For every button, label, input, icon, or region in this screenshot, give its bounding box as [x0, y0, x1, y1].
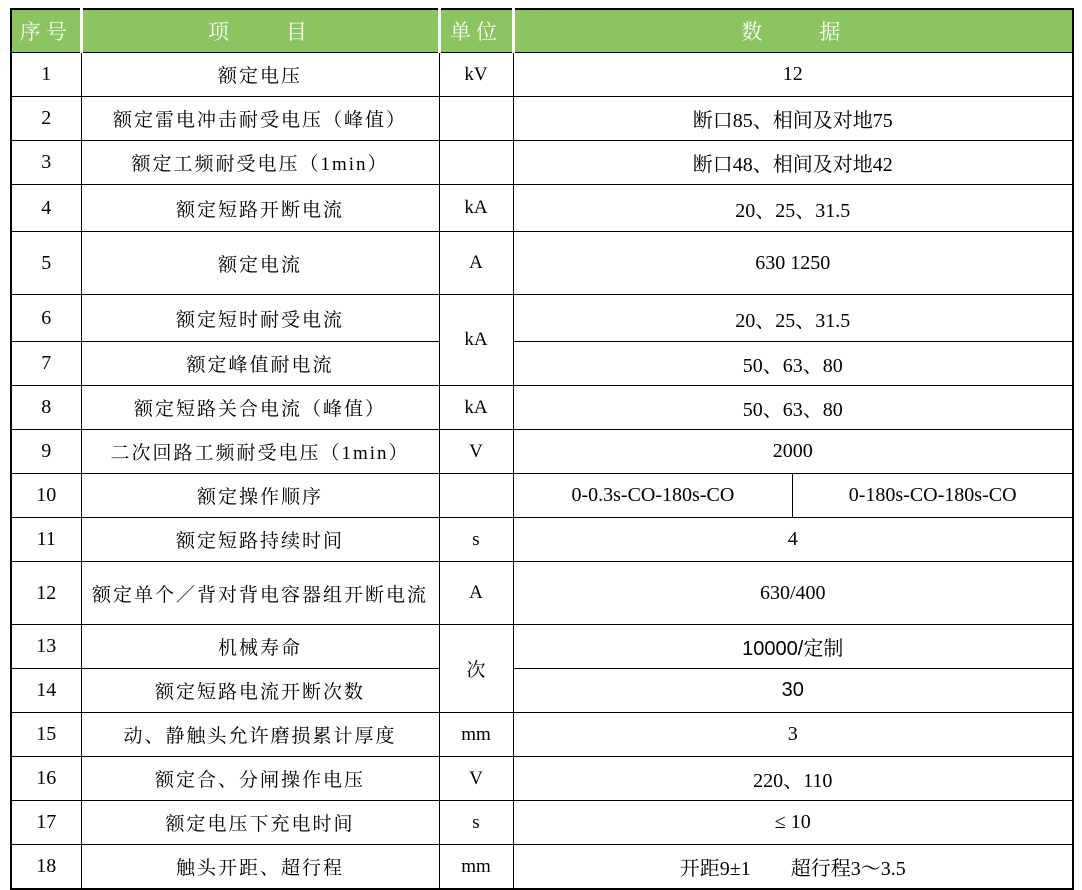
- row-7-serial: 7: [11, 342, 81, 386]
- row-3-unit: [439, 141, 513, 185]
- spec-table: [10, 8, 1074, 890]
- table-row: [11, 474, 1073, 518]
- row-15-data: 3: [513, 713, 1073, 757]
- table-row: [11, 625, 1073, 669]
- table-row: [11, 185, 1073, 232]
- row-10-data-left: 0-0.3s-CO-180s-CO: [514, 474, 794, 517]
- row-15-serial: 15: [11, 713, 81, 757]
- row-15-unit: mm: [439, 713, 513, 757]
- row-6-item: 额定短时耐受电流: [81, 295, 439, 342]
- row-9-unit: V: [439, 430, 513, 474]
- row-2-item: 额定雷电冲击耐受电压（峰值）: [81, 97, 439, 141]
- row-18-serial: 18: [11, 845, 81, 890]
- row-12-serial: 12: [11, 562, 81, 625]
- row-8-serial: 8: [11, 386, 81, 430]
- row-5-unit: A: [439, 232, 513, 295]
- row-15-item: 动、静触头允许磨损累计厚度: [81, 713, 439, 757]
- row-13-data: 10000/定制: [513, 625, 1073, 669]
- header-data: 数 据: [513, 9, 1073, 53]
- table-row: [11, 669, 1073, 713]
- row-6-serial: 6: [11, 295, 81, 342]
- table-row: [11, 801, 1073, 845]
- row-18-unit: mm: [439, 845, 513, 890]
- row-17-item: 额定电压下充电时间: [81, 801, 439, 845]
- row-18-item: 触头开距、超行程: [81, 845, 439, 890]
- row-5-serial: 5: [11, 232, 81, 295]
- row-1-data: 12: [513, 53, 1073, 97]
- row-8-item: 额定短路关合电流（峰值）: [81, 386, 439, 430]
- row-13-item: 机械寿命: [81, 625, 439, 669]
- row-2-unit: [439, 97, 513, 141]
- row-7-item: 额定峰值耐电流: [81, 342, 439, 386]
- row-10-item: 额定操作顺序: [81, 474, 439, 518]
- row-3-data: 断口48、相间及对地42: [513, 141, 1073, 185]
- row-11-serial: 11: [11, 518, 81, 562]
- row-10-data: [513, 474, 1073, 518]
- header-item: 项 目: [81, 9, 439, 53]
- row-6-7-unit-merged: kA: [439, 295, 513, 386]
- row-18-data: 开距9±1 超行程3～3.5: [513, 845, 1073, 890]
- row-2-serial: 2: [11, 97, 81, 141]
- row-14-serial: 14: [11, 669, 81, 713]
- row-8-unit: kA: [439, 386, 513, 430]
- row-14-item: 额定短路电流开断次数: [81, 669, 439, 713]
- row-2-data: 断口85、相间及对地75: [513, 97, 1073, 141]
- row-8-data: 50、63、80: [513, 386, 1073, 430]
- table-row: [11, 562, 1073, 625]
- row-10-unit: [439, 474, 513, 518]
- header-row: [11, 9, 1073, 53]
- row-4-data: 20、25、31.5: [513, 185, 1073, 232]
- row-12-unit: A: [439, 562, 513, 625]
- row-1-serial: 1: [11, 53, 81, 97]
- row-16-serial: 16: [11, 757, 81, 801]
- table-row: [11, 232, 1073, 295]
- row-11-unit: s: [439, 518, 513, 562]
- row-17-unit: s: [439, 801, 513, 845]
- row-10-serial: 10: [11, 474, 81, 518]
- row-11-data: 4: [513, 518, 1073, 562]
- header-unit: 单位: [439, 9, 513, 53]
- operating-sequence-split: [514, 474, 1073, 517]
- row-4-unit: kA: [439, 185, 513, 232]
- row-16-unit: V: [439, 757, 513, 801]
- table-row: [11, 97, 1073, 141]
- table-row: [11, 430, 1073, 474]
- row-5-item: 额定电流: [81, 232, 439, 295]
- row-4-serial: 4: [11, 185, 81, 232]
- row-12-item: 额定单个／背对背电容器组开断电流: [81, 562, 439, 625]
- row-10-data-right: 0-180s-CO-180s-CO: [848, 484, 1017, 506]
- row-1-unit: kV: [439, 53, 513, 97]
- row-16-data: 220、110: [513, 757, 1073, 801]
- row-9-data: 2000: [513, 430, 1073, 474]
- row-17-serial: 17: [11, 801, 81, 845]
- row-9-serial: 9: [11, 430, 81, 474]
- table-row: [11, 518, 1073, 562]
- row-16-item: 额定合、分闸操作电压: [81, 757, 439, 801]
- row-11-item: 额定短路持续时间: [81, 518, 439, 562]
- table-row: [11, 295, 1073, 342]
- row-7-data: 50、63、80: [513, 342, 1073, 386]
- row-13-14-unit-merged: 次: [439, 625, 513, 713]
- row-5-data: 630 1250: [513, 232, 1073, 295]
- row-3-item: 额定工频耐受电压（1min）: [81, 141, 439, 185]
- table-row: [11, 713, 1073, 757]
- row-17-data: ≤ 10: [513, 801, 1073, 845]
- row-3-serial: 3: [11, 141, 81, 185]
- table-row: [11, 342, 1073, 386]
- table-row: [11, 386, 1073, 430]
- row-6-data: 20、25、31.5: [513, 295, 1073, 342]
- table-row: [11, 757, 1073, 801]
- table-row: [11, 53, 1073, 97]
- row-1-item: 额定电压: [81, 53, 439, 97]
- table-row: [11, 845, 1073, 890]
- table-row: [11, 141, 1073, 185]
- row-13-serial: 13: [11, 625, 81, 669]
- row-12-data: 630/400: [513, 562, 1073, 625]
- row-9-item: 二次回路工频耐受电压（1min）: [81, 430, 439, 474]
- row-4-item: 额定短路开断电流: [81, 185, 439, 232]
- header-serial: 序号: [11, 9, 81, 53]
- row-14-data: 30: [513, 669, 1073, 713]
